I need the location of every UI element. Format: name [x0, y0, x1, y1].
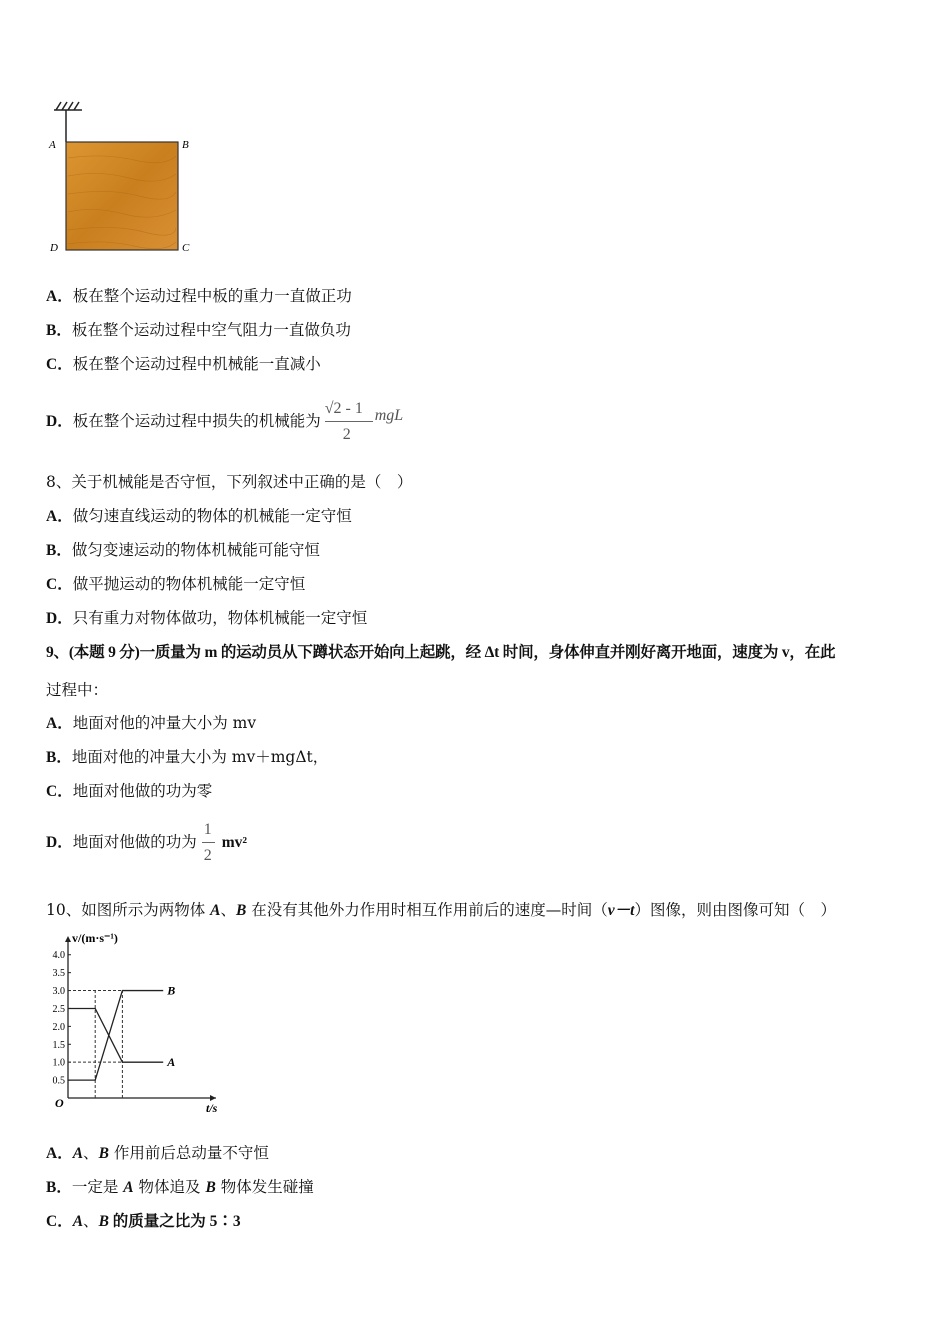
q7-option-c[interactable]	[46, 354, 321, 375]
fraction-formula	[323, 398, 375, 446]
option-mid: 物体追及	[133, 1178, 206, 1196]
q7-option-d[interactable]	[46, 392, 404, 443]
option-label: C．	[46, 1213, 73, 1230]
option-text: 只有重力对物体做功，物体机械能一定守恒	[72, 609, 368, 627]
option-text: 做匀变速运动的物体机械能可能守恒	[71, 541, 320, 559]
q10-stem-b: B	[236, 902, 247, 919]
corner-d-label: D	[50, 242, 58, 254]
y-tick-label: 4.0	[52, 950, 65, 962]
option-label: D．	[46, 413, 73, 430]
q8-option-d[interactable]	[46, 608, 367, 629]
option-label: B．	[46, 1179, 72, 1196]
q10-option-c[interactable]	[46, 1211, 241, 1232]
fraction-denominator: 2	[203, 847, 212, 864]
option-label: C．	[46, 356, 73, 373]
option-label: A．	[46, 1145, 73, 1162]
option-label: B．	[46, 542, 72, 559]
y-tick-label: 3.0	[52, 986, 65, 998]
q9-option-c[interactable]	[46, 781, 212, 802]
option-text: 物体发生碰撞	[215, 1178, 314, 1196]
hanging-board-figure	[44, 98, 204, 260]
option-text: 板在整个运动过程中板的重力一直做正功	[72, 287, 352, 305]
option-label: B．	[46, 322, 72, 339]
q10-option-a[interactable]	[46, 1143, 269, 1164]
fraction-denominator: 2	[342, 426, 351, 443]
option-sep: 、	[83, 1144, 99, 1162]
q7-option-b[interactable]	[46, 320, 351, 341]
ceiling-hatch	[54, 102, 82, 110]
option-label: C．	[46, 783, 73, 800]
q9-option-d[interactable]	[46, 818, 247, 866]
option-text: 地面对他做的功为零	[72, 782, 213, 800]
q8-option-b[interactable]	[46, 540, 320, 561]
option-text: 地面对他的冲量大小为 mv	[72, 714, 257, 732]
series-line-a	[68, 1008, 163, 1062]
q8-option-a[interactable]	[46, 506, 352, 527]
q8-stem: 8、关于机械能是否守恒，下列叙述中正确的是（ ）	[46, 473, 413, 491]
corner-a-label: A	[49, 139, 56, 151]
option-label: C．	[46, 576, 73, 593]
q10-stem-a: A	[210, 902, 221, 919]
series-label-b: B	[167, 983, 176, 998]
option-label: A．	[46, 508, 73, 525]
option-label: D．	[46, 610, 73, 627]
corner-b-label: B	[182, 139, 189, 151]
y-tick-label: 3.5	[52, 968, 65, 980]
wooden-board	[66, 142, 178, 250]
series-label-a: A	[167, 1055, 176, 1070]
option-text: 板在整个运动过程中损失的机械能为	[72, 412, 321, 430]
fraction-numerator: 1	[203, 821, 212, 838]
y-axis-arrow	[65, 936, 71, 942]
option-text: 的质量之比为 5∶3	[108, 1213, 241, 1230]
q10-stem-pre: 10、如图所示为两物体	[46, 901, 211, 919]
option-text: 作用前后总动量不守恒	[108, 1144, 269, 1162]
q9-option-b[interactable]	[46, 747, 328, 768]
option-text: 地面对他做的功为	[72, 833, 197, 851]
q9-stem-line2: 过程中：	[46, 681, 109, 699]
x-axis-label: t/s	[206, 1101, 218, 1115]
y-tick-label: 2.0	[52, 1021, 65, 1033]
option-b-var: B	[98, 1145, 109, 1162]
q10-stem-mid: 在没有其他外力作用时相互作用前后的速度—时间（	[246, 901, 608, 919]
option-sep: 、	[83, 1212, 99, 1230]
corner-c-label: C	[182, 242, 190, 254]
y-tick-label: 2.5	[52, 1003, 65, 1015]
fraction-formula	[200, 819, 218, 867]
option-b-var: B	[205, 1179, 216, 1196]
origin-label: O	[55, 1096, 64, 1110]
y-tick-label: 0.5	[52, 1075, 65, 1087]
q10-option-b[interactable]	[46, 1177, 314, 1198]
option-label: D．	[46, 834, 73, 851]
option-text: 板在整个运动过程中机械能一直减小	[72, 355, 321, 373]
y-axis-label: v/(m·s⁻¹)	[72, 931, 118, 945]
option-label: A．	[46, 715, 73, 732]
y-tick-label: 1.5	[52, 1039, 65, 1051]
option-b-var: B	[98, 1213, 109, 1230]
q10-stem-post: ）图像，则由图像可知（ ）	[634, 901, 836, 919]
series-line-b	[68, 991, 163, 1081]
option-text: 地面对他的冲量大小为 mv＋mgΔt，	[71, 748, 329, 766]
option-text: 做匀速直线运动的物体的机械能一定守恒	[72, 507, 352, 525]
q8-option-c[interactable]	[46, 574, 305, 595]
option-a-var: A	[123, 1179, 134, 1196]
option-a-var: A	[72, 1145, 84, 1162]
fraction-numerator: √2 - 1	[324, 400, 363, 417]
option-pre: 一定是	[71, 1178, 124, 1196]
q10-stem	[46, 900, 836, 921]
q9-option-a[interactable]	[46, 713, 256, 734]
formula-tail: mv²	[221, 834, 248, 851]
q9-stem-text: 9、(本题 9 分)一质量为 m 的运动员从下蹲状态开始向上起跳，经 Δt 时间，身体伸直并刚好离开地面，速度为 v，在此	[46, 644, 836, 661]
formula-tail: mgL	[374, 407, 404, 424]
q7-option-a[interactable]	[46, 286, 352, 307]
option-a-var: A	[72, 1213, 84, 1230]
y-tick-label: 1.0	[52, 1057, 65, 1069]
option-label: A．	[46, 288, 73, 305]
q10-stem-vt: v－t	[607, 902, 635, 919]
option-label: B．	[46, 749, 72, 766]
q10-stem-sep: 、	[220, 901, 237, 919]
option-text: 做平抛运动的物体机械能一定守恒	[72, 575, 306, 593]
velocity-time-chart	[44, 930, 234, 1120]
option-text: 板在整个运动过程中空气阻力一直做负功	[71, 321, 351, 339]
q9-stem-line1	[46, 643, 835, 663]
